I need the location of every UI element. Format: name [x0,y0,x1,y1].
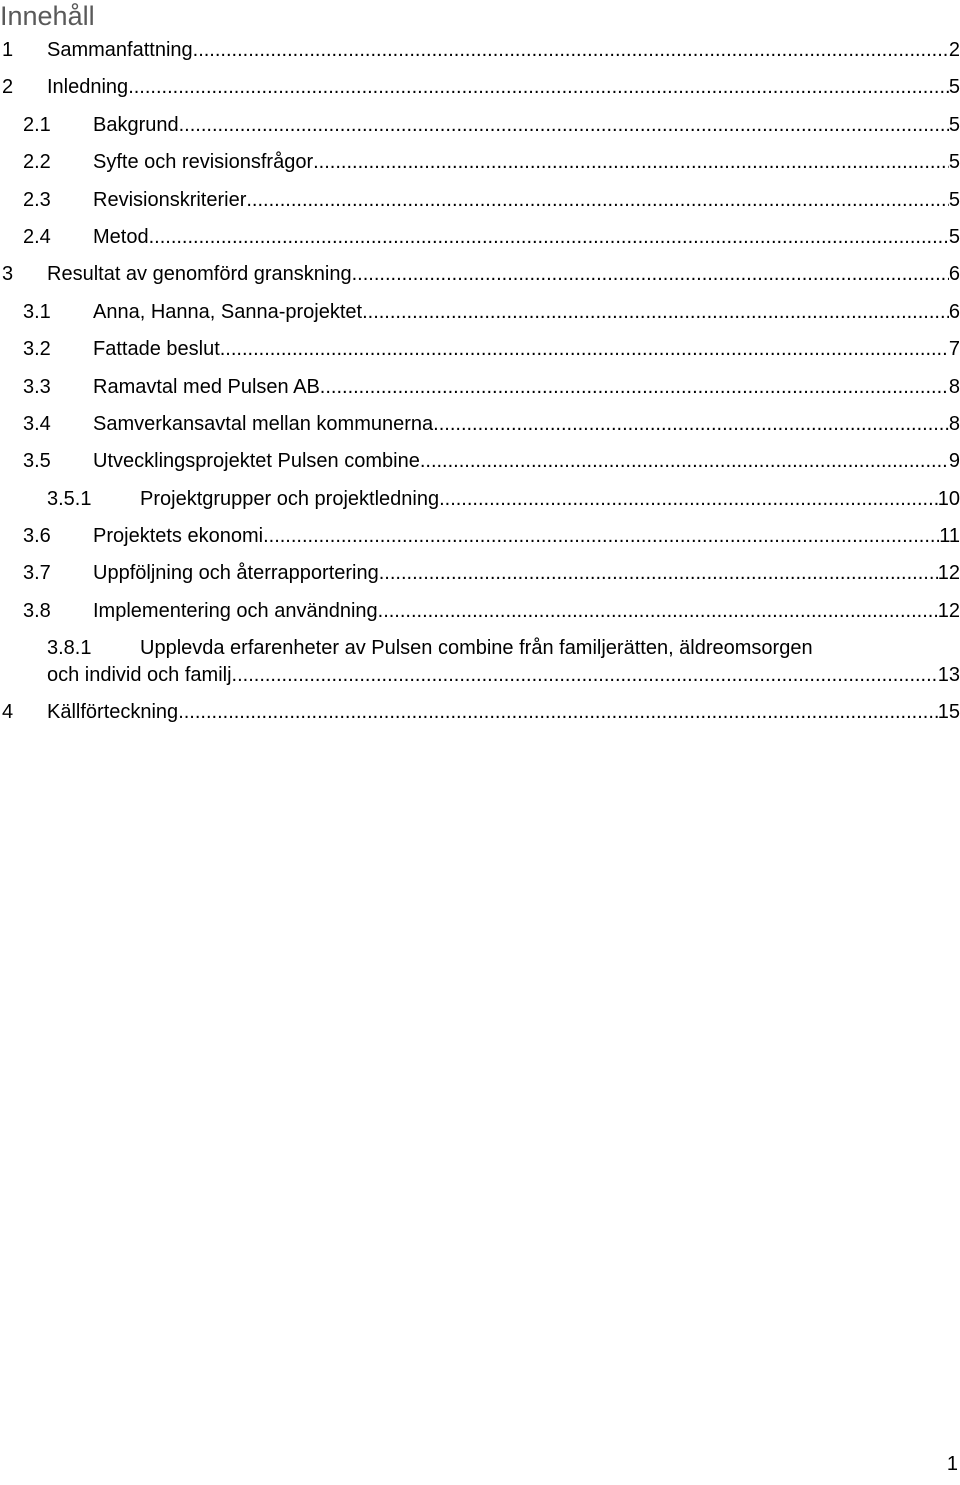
dot-leader [193,32,949,69]
toc-entry-page: 6 [948,300,960,323]
toc-entry-number: 3 [2,263,14,286]
toc-entry-3-1[interactable] [0,294,960,331]
toc-entry-2-3[interactable] [0,182,960,219]
dot-leader [179,107,949,144]
toc-entry-label: Projektets ekonomi [93,525,264,548]
toc-entry-page: 2 [948,39,960,61]
dot-leader [439,481,938,518]
toc-entry-page: 6 [948,263,960,286]
toc-entry-label: Syfte och revisionsfrågor [93,151,314,174]
toc-entry-label: Resultat av genomförd granskning [47,263,352,286]
dot-leader [379,555,938,592]
toc-entry-4[interactable] [0,694,960,731]
toc-entry-page: 5 [948,76,960,99]
toc-entry-page: 5 [948,113,960,136]
toc-entry-label-line2: och individ och familj [47,664,232,687]
toc-entry-label: Källförteckning [47,701,179,724]
table-of-contents [0,32,960,732]
toc-entry-label: Bakgrund [93,113,179,136]
dot-leader [178,694,938,731]
toc-entry-label: Projektgrupper och projektledning [140,487,440,510]
toc-entry-3-6[interactable] [0,518,960,555]
toc-entry-label: Ramavtal med Pulsen AB [93,375,320,398]
toc-entry-3-8[interactable] [0,593,960,630]
toc-entry-3-8-1[interactable] [0,630,960,694]
toc-entry-3-3[interactable] [0,369,960,406]
dot-leader [420,443,949,480]
toc-entry-number: 1 [2,39,14,61]
toc-entry-number: 3.3 [23,375,51,398]
dot-leader [378,593,938,630]
toc-entry-number: 3.7 [23,562,51,585]
toc-entry-page: 5 [948,151,960,174]
toc-entry-label: Samverkansavtal mellan kommunerna [93,412,434,435]
toc-entry-2[interactable] [0,69,960,106]
toc-entry-number: 2 [2,76,14,99]
toc-entry-number: 2.2 [23,151,51,174]
toc-entry-2-2[interactable] [0,144,960,181]
toc-entry-number: 3.5.1 [47,487,92,510]
dot-leader [362,294,949,331]
dot-leader [263,518,939,555]
toc-entry-page: 13 [937,664,960,687]
toc-entry-label: Anna, Hanna, Sanna-projektet [93,300,363,323]
toc-entry-3-2[interactable] [0,331,960,368]
dot-leader [320,369,949,406]
toc-entry-label: Uppföljning och återrapportering [93,562,379,585]
toc-entry-number: 2.1 [23,113,51,136]
toc-entry-number: 2.3 [23,188,51,211]
toc-entry-label: Implementering och användning [93,599,378,622]
toc-entry-page: 15 [937,701,960,724]
toc-entry-number: 4 [2,701,14,724]
toc-entry-page: 7 [948,338,960,361]
toc-entry-number: 3.2 [23,338,51,361]
toc-entry-number: 3.8 [23,599,51,622]
toc-entry-page: 12 [937,562,960,585]
toc-entry-label: Fattade beslut [93,338,220,361]
toc-entry-1[interactable] [0,32,960,69]
toc-entry-page: 9 [948,450,960,473]
toc-entry-page: 11 [939,525,960,548]
toc-entry-3-5-1[interactable] [0,481,960,518]
toc-entry-number: 3.8.1 [47,637,92,660]
toc-entry-label: Metod [93,225,149,248]
dot-leader [149,219,949,256]
toc-entry-label-line1: Upplevda erfarenheter av Pulsen combine från familjerätten, äldreomsorgen [140,637,813,660]
toc-entry-3-4[interactable] [0,406,960,443]
toc-entry-page: 10 [937,487,960,510]
toc-entry-page: 8 [948,375,960,398]
toc-entry-label: Utvecklingsprojektet Pulsen combine [93,450,420,473]
dot-leader [433,406,949,443]
toc-entry-page: 8 [948,412,960,435]
toc-entry-label: Inledning [47,76,129,99]
page-number: 1 [946,1453,958,1475]
toc-entry-page: 5 [948,225,960,248]
dot-leader [313,144,949,181]
toc-entry-page: 12 [937,599,960,622]
toc-entry-3-7[interactable] [0,555,960,592]
dot-leader [128,69,949,106]
toc-entry-number: 2.4 [23,225,51,248]
toc-entry-2-1[interactable] [0,107,960,144]
toc-entry-number: 3.6 [23,525,51,548]
dot-leader [232,657,938,694]
toc-entry-label: Sammanfattning [47,39,193,61]
toc-entry-2-4[interactable] [0,219,960,256]
toc-entry-number: 3.5 [23,450,51,473]
dot-leader [246,182,949,219]
dot-leader [220,331,949,368]
toc-entry-page: 5 [948,188,960,211]
dot-leader [352,256,949,293]
toc-entry-3[interactable] [0,256,960,293]
toc-entry-number: 3.1 [23,300,51,323]
toc-title: Innehåll [0,1,95,31]
toc-entry-number: 3.4 [23,412,51,435]
toc-entry-label: Revisionskriterier [93,188,247,211]
toc-entry-3-5[interactable] [0,443,960,480]
